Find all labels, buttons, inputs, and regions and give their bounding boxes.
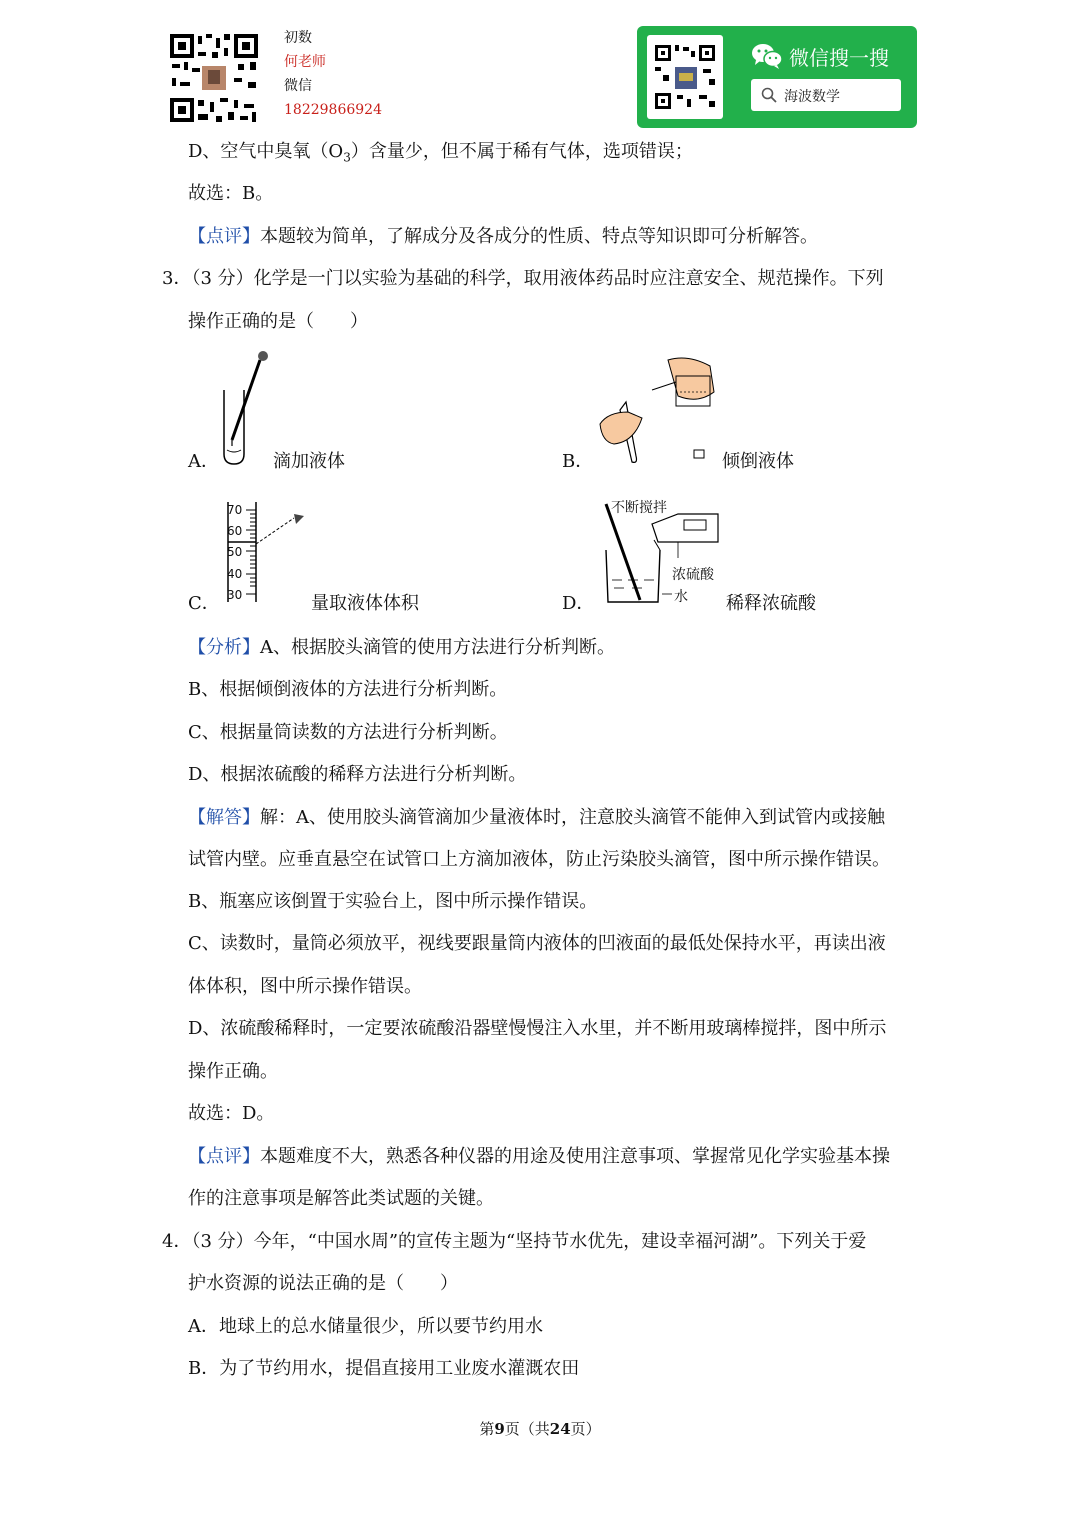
review-tag: 【点评】 bbox=[188, 226, 260, 247]
option-d-caption: 稀释浓硫酸 bbox=[726, 593, 816, 614]
option-c-letter: C． bbox=[188, 593, 220, 614]
label-stir: 不断搅拌 bbox=[611, 500, 667, 516]
question-4-option-a: A．地球上的总水储量很少，所以要节约用水 bbox=[188, 1316, 543, 1337]
answer-line-3: B、瓶塞应该倒置于实验台上，图中所示操作错误。 bbox=[188, 891, 598, 912]
answer-line-5: 体体积，图中所示操作错误。 bbox=[188, 976, 422, 997]
tick-label: 40 bbox=[227, 567, 243, 581]
answer-line-8: 故选：D。 bbox=[188, 1103, 275, 1124]
review-paragraph-2: 【点评】本题难度不大，熟悉各种仪器的用途及使用注意事项、掌握常见化学实验基本操 bbox=[188, 1146, 890, 1167]
qr-label-subject: 初数 bbox=[284, 30, 312, 46]
review-tag: 【点评】 bbox=[188, 1146, 260, 1167]
phone-number: 18229866924 bbox=[284, 102, 382, 118]
review-paragraph-1: 【点评】本题较为简单，了解成分及各成分的性质、特点等知识即可分析解答。 bbox=[188, 226, 818, 247]
page-total: 24 bbox=[549, 1420, 571, 1438]
analysis-line-2: B、根据倾倒液体的方法进行分析判断。 bbox=[188, 679, 508, 700]
tick-label: 50 bbox=[227, 545, 243, 559]
option-b-caption: 倾倒液体 bbox=[722, 451, 794, 472]
qr-label-wechat: 微信 bbox=[284, 78, 312, 94]
page-number: 9 bbox=[494, 1420, 505, 1438]
qr-code bbox=[168, 32, 260, 124]
wechat-search-text: 海波数学 bbox=[784, 89, 840, 105]
option-a-letter: A． bbox=[188, 451, 219, 472]
tick-label: 70 bbox=[227, 503, 243, 517]
option-c-caption: 量取液体体积 bbox=[311, 593, 419, 614]
analysis-line-1: 【分析】A、根据胶头滴管的使用方法进行分析判断。 bbox=[188, 637, 615, 658]
tick-label: 30 bbox=[227, 588, 243, 602]
label-acid: 浓硫酸 bbox=[672, 567, 714, 583]
wechat-title: 微信搜一搜 bbox=[789, 46, 889, 70]
answer-tag: 【解答】 bbox=[188, 807, 260, 828]
option-b-letter: B． bbox=[562, 451, 594, 472]
text-line-choice-b: 故选：B。 bbox=[188, 183, 274, 204]
search-icon bbox=[761, 87, 777, 103]
page-footer: 第9页（共24页） bbox=[479, 1420, 601, 1438]
option-b-figure bbox=[598, 352, 720, 467]
answer-line-1: 【解答】解：A、使用胶头滴管滴加少量液体时，注意胶头滴管不能伸入到试管内或接触 bbox=[188, 807, 885, 828]
text-line-d-ozone: D、空气中臭氧$(O_3)$含量少，但不属于稀有气体，选项错误； bbox=[188, 141, 693, 165]
answer-line-6: D、浓硫酸稀释时，一定要浓硫酸沿器壁慢慢注入水里，并不断用玻璃棒搅拌，图中所示 bbox=[188, 1018, 887, 1039]
question-3-stem-cont: 操作正确的是（ ） bbox=[188, 311, 368, 332]
label-water: 水 bbox=[674, 589, 688, 605]
question-4-stem-cont: 护水资源的说法正确的是（ ） bbox=[188, 1273, 458, 1294]
analysis-line-3: C、根据量筒读数的方法进行分析判断。 bbox=[188, 722, 508, 743]
analysis-tag: 【分析】 bbox=[188, 637, 260, 658]
analysis-line-4: D、根据浓硫酸的稀释方法进行分析判断。 bbox=[188, 764, 527, 785]
wechat-search-box[interactable] bbox=[751, 79, 901, 111]
question-4-option-b: B．为了节约用水，提倡直接用工业废水灌溉农田 bbox=[188, 1358, 580, 1379]
answer-line-7: 操作正确。 bbox=[188, 1061, 278, 1082]
cylinder-tick-labels bbox=[227, 504, 242, 609]
wechat-logo-icon bbox=[751, 42, 783, 70]
review-paragraph-2-cont: 作的注意事项是解答此类试题的关键。 bbox=[188, 1188, 494, 1209]
wechat-search-banner[interactable] bbox=[637, 26, 917, 128]
question-4-stem: 4．（3 分）今年，“中国水周”的宣传主题为“坚持节水优先，建设幸福河湖”。下列关于爱 bbox=[162, 1231, 867, 1252]
option-d-letter: D． bbox=[562, 593, 595, 614]
option-a-caption: 滴加液体 bbox=[273, 451, 345, 472]
wechat-qr-code bbox=[647, 35, 723, 119]
option-a-figure bbox=[220, 350, 280, 468]
qr-label-teacher: 何老师 bbox=[284, 54, 326, 70]
answer-line-2: 试管内壁。应垂直悬空在试管口上方滴加液体，防止污染胶头滴管，图中所示操作错误。 bbox=[188, 849, 890, 870]
answer-line-4: C、读数时，量筒必须放平，视线要跟量筒内液体的凹液面的最低处保持水平，再读出液 bbox=[188, 933, 886, 954]
tick-label: 60 bbox=[227, 524, 243, 538]
question-3-stem: 3．（3 分）化学是一门以实验为基础的科学，取用液体药品时应注意安全、规范操作。下列 bbox=[162, 268, 884, 289]
